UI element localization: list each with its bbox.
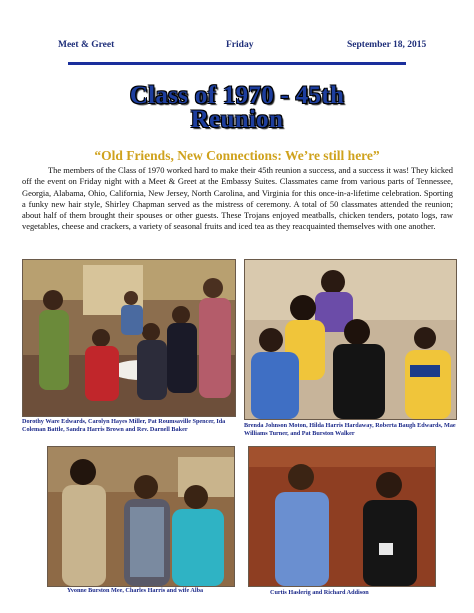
- photo-five-women: [244, 259, 457, 420]
- page-title-line-2: Reunion: [190, 106, 284, 133]
- photo-group-ballroom: [22, 259, 236, 417]
- article-body: The members of the Class of 1970 worked hard to make their 45th reunion a success, and a success it was! They kicked off the event on Friday night with a Meet & Greet at the Embassy Suites. Classmates came from various parts of Tennessee, Georgia, Alabama, Ohio, California, New Jersey, North Carolina, and Virginia for this once-in-a-lifetime celebration. Sporting a funky new hair style, Shirley Chapman served as the mistress of ceremony. A total of 50 classmates attended the reunion; about half of them brought their spouses or other guests. These Trojans enjoyed meatballs, chicken tenders, potato logs, raw vegetables, cheese and crackers, a variety of seasonal fruits and iced tea as they reacquainted themselves with one another.: [22, 165, 453, 232]
- photo-three-people: [47, 446, 235, 587]
- header-date: September 18, 2015: [347, 40, 427, 50]
- photo-two-men: [248, 446, 436, 587]
- header-day: Friday: [226, 40, 254, 50]
- photo-caption-1: Dorothy Ware Edwards, Carolyn Hayes Miller, Pat Roumsaville Spencer, Ida Coleman Battle, Sandra Harris Brown and Rev. Darnell Baker: [22, 418, 226, 433]
- header-divider: [68, 62, 406, 65]
- header-section-label: Meet & Greet: [58, 40, 115, 50]
- tagline: “Old Friends, New Connections: We’re still here”: [94, 148, 380, 163]
- photo-caption-4: Curtis Haslerig and Richard Addison: [270, 589, 369, 596]
- page-title-line-1: Class of 1970 - 45th: [129, 82, 345, 109]
- photo-caption-2: Brenda Johnson Moton, Hilda Harris Hardaway, Roberta Baugh Edwards, Mae Williams Turner, and Pat Burston Walker: [244, 422, 456, 437]
- photo-caption-3: Yvonne Burston Mee, Charles Harris and wife Alba: [67, 587, 204, 594]
